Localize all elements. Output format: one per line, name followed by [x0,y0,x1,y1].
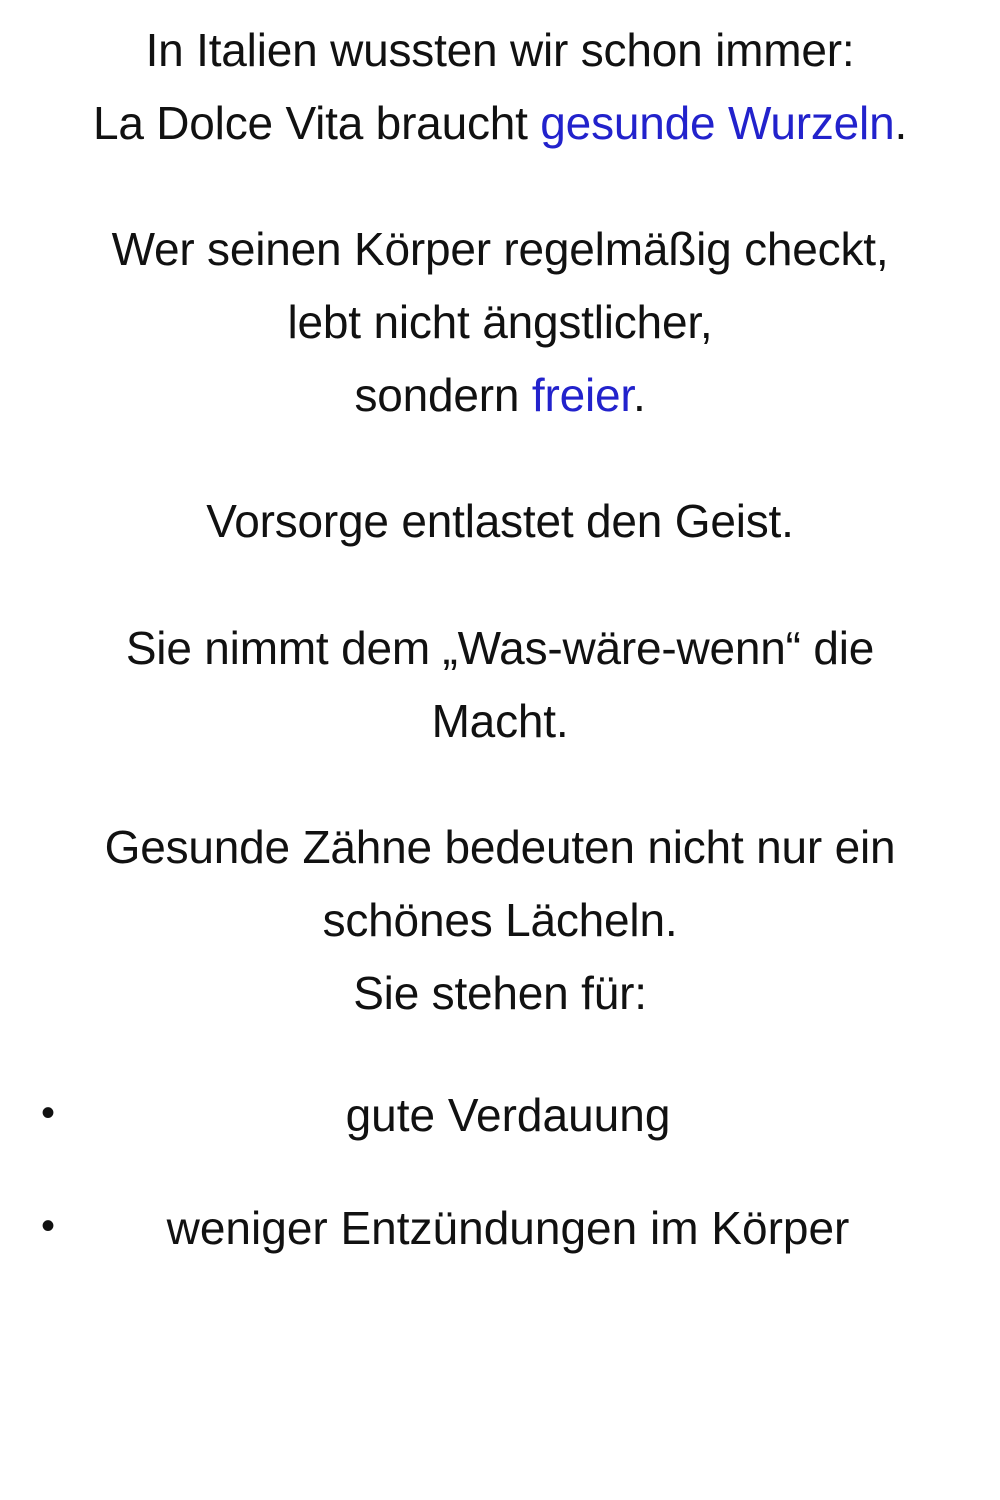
text-line: Gesunde Zähne bedeuten nicht nur ein [104,821,896,874]
text-line: schönes Lächeln. [322,894,678,947]
text-line: In Italien wussten wir schon immer: [145,24,855,76]
text-line: lebt nicht ängstlicher, [287,296,713,349]
benefits-list [18,1081,982,1263]
text-segment: La Dolce Vita braucht [92,96,541,149]
text-segment: . [894,96,908,149]
text-segment: . [632,368,646,421]
text-line [18,87,982,160]
text-line: Sie nimmt dem „Was-wäre-wenn“ die [125,622,875,675]
spacer [18,431,982,485]
list-item [18,1194,982,1263]
spacer [18,159,982,213]
spacer [18,1029,982,1081]
paragraph-check [18,213,982,431]
bullet-icon: • [40,1204,55,1249]
text-segment: sondern [354,368,532,421]
paragraph-zaehne [18,811,982,1029]
highlighted-text: freier [531,368,633,421]
spacer [18,558,982,612]
paragraph-intro [18,14,982,159]
highlighted-text: gesunde Wurzeln [540,96,895,149]
list-item [18,1081,982,1150]
text-line: Macht. [431,694,569,747]
text-line: Wer seinen Körper regelmäßig checkt, [111,223,889,276]
paragraph-vorsorge [18,485,982,558]
bullet-icon: • [40,1091,55,1136]
spacer [18,757,982,811]
paragraph-macht [18,612,982,757]
text-line: Vorsorge entlastet den Geist. [206,495,794,548]
text-line [18,359,982,432]
text-line: Sie stehen für: [353,966,647,1019]
list-item-label: gute Verdauung [345,1089,671,1142]
list-item-label: weniger Entzündungen im Körper [166,1202,850,1255]
